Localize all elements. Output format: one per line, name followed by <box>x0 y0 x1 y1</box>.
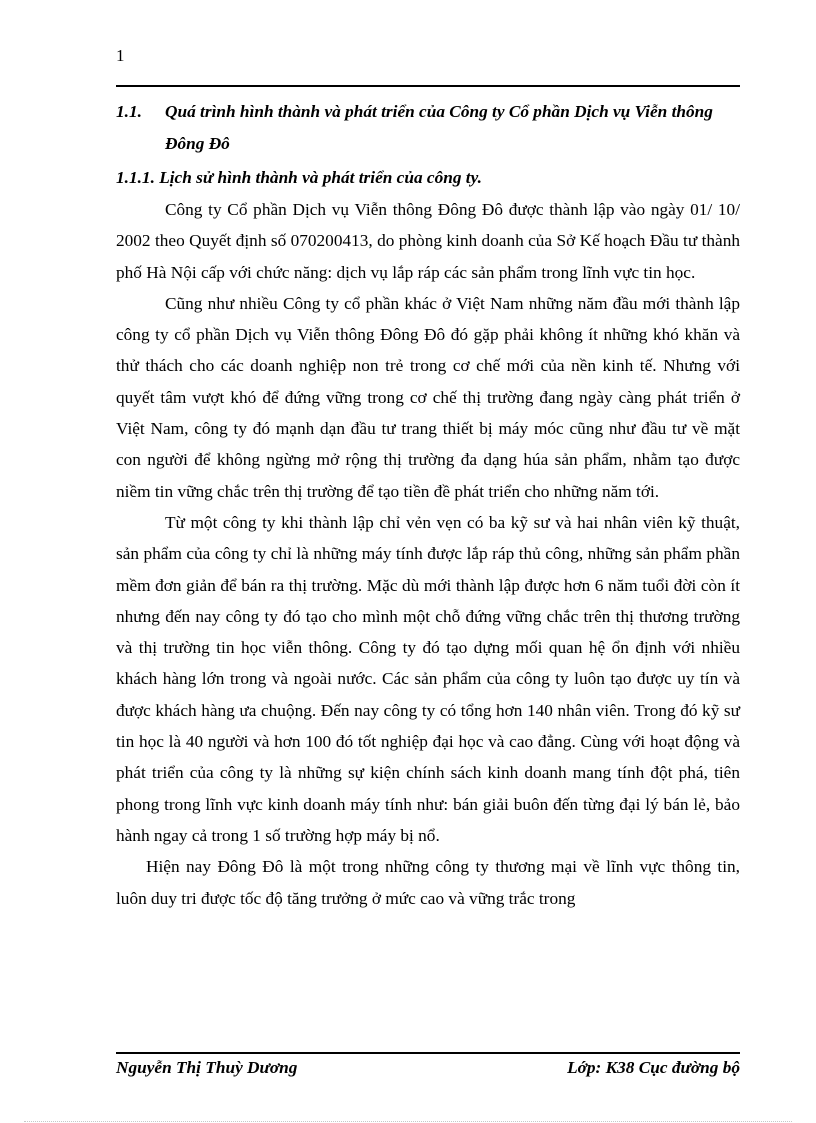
paragraph-4: Hiện nay Đông Đô là một trong những công ty thương mại về lĩnh vực thông tin, luôn duy tri được tốc độ tăng trưởng ở mức cao và vững trắc trong <box>116 857 740 908</box>
paragraph-3: Từ một công ty khi thành lập chỉ vẻn vẹn có ba kỹ sư và hai nhân viên kỹ thuật, sản phẩm của công ty chỉ là những máy tính được lắp ráp thủ công, những sản phẩm phần mềm đơn giản để bán ra thị trường. Mặc dù mới thành lập được hơn 6 năm tuổi đời còn ít nhưng đến nay công ty đó tạo cho mình một chỗ đứng vững chắc trên thị thương trường và thị trường tin học viễn thông. Công ty đó tạo dựng mối quan hệ ổn định với nhiều khách hàng lớn trong và ngoài nước. Các sản phẩm của công ty luôn tạo được uy tín và được khách hàng ưa chuộng. Đến nay công ty có tổng hơn 140 nhân viên. Trong đó kỹ sư tin học là 40 người và hơn 100 đó tốt nghiệp đại học và cao đẳng. Cùng với hoạt động và phát triển của công ty là những sự kiện chính sách kinh doanh mang tính đột phá, tiên phong trong lĩnh vực kinh doanh máy tính như: bán giải buôn đến từng đại lý bán lẻ, bảo hành ngay cả trong 1 số trường hợp máy bị nổ. <box>116 512 740 845</box>
section-heading <box>116 96 740 160</box>
footer-class: Lớp: K38 Cục đường bộ <box>567 1058 740 1077</box>
page-number: 1 <box>116 46 125 65</box>
paragraph-1: Công ty Cổ phần Dịch vụ Viễn thông Đông Đô được thành lập vào ngày 01/ 10/ 2002 theo Quyết định số 070200413, do phòng kinh doanh của Sở Kế hoạch Đầu tư thành phố Hà Nội cấp với chức năng: dịch vụ lắp ráp các sản phẩm trong lĩnh vực tin học. <box>116 200 740 282</box>
footer-divider <box>116 1052 740 1054</box>
subsection-heading: 1.1.1. Lịch sử hình thành và phát triển của công ty. <box>116 168 482 187</box>
paragraph-2: Cũng như nhiều Công ty cổ phần khác ở Việt Nam những năm đầu mới thành lập công ty cổ phần Dịch vụ Viễn thông Đông Đô đó gặp phải không ít những khó khăn và thử thách cho các doanh nghiệp non trẻ trong cơ chế mới của nền kinh tế. Nhưng với quyết tâm vượt khó để đứng vững trong cơ chế thị trường đang ngày càng phát triển ở Việt Nam, công ty đó mạnh dạn đầu tư trang thiết bị máy móc cũng như đầu tư về mặt con người để không ngừng mở rộng thị trường đa dạng húa sản phẩm, nhằm tạo được niềm tin vững chắc trên thị trường để tạo tiền đề phát triển cho những năm tới. <box>116 293 740 501</box>
section-number: 1.1. <box>116 102 142 121</box>
document-body <box>116 96 740 914</box>
footer-author: Nguyễn Thị Thuỳ Dương <box>116 1058 298 1077</box>
page-edge-divider <box>24 1121 792 1122</box>
header-divider <box>116 85 740 87</box>
section-title: Quá trình hình thành và phát triển của Công ty Cổ phần Dịch vụ Viễn thông Đông Đô <box>165 102 713 153</box>
